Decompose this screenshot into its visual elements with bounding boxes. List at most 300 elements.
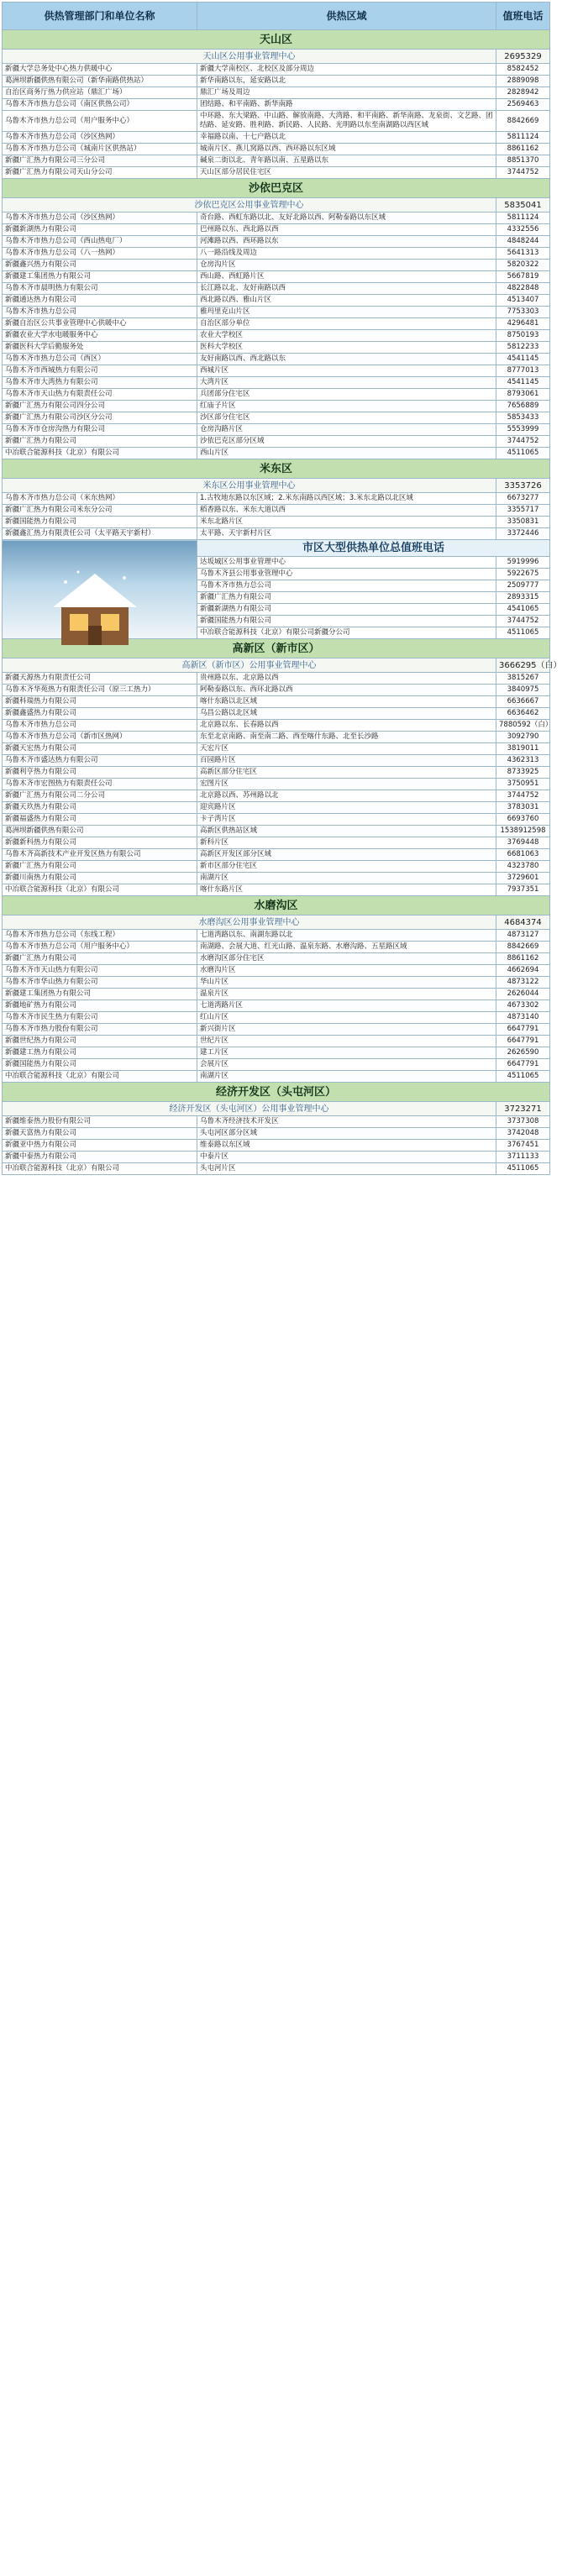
duty-phone: 3711133 <box>496 1152 550 1163</box>
heating-area: 新科片区 <box>197 837 496 849</box>
duty-phone: 3744752 <box>496 436 550 448</box>
duty-phone: 3767451 <box>496 1140 550 1152</box>
duty-phone: 5553999 <box>496 424 550 436</box>
org-name: 乌鲁木齐市热力总公司 <box>3 720 197 732</box>
bb-g2-3: 新疆国能热力有限公司 <box>197 616 496 627</box>
table-row <box>3 861 550 873</box>
duty-phone: 3750951 <box>496 779 550 790</box>
table-row <box>3 849 550 861</box>
table-row <box>3 720 550 732</box>
heating-area: 天宏片区 <box>197 743 496 755</box>
org-name: 葛洲坝新疆供热有限公司 <box>3 826 197 837</box>
heating-area: 中泰片区 <box>197 1152 496 1163</box>
duty-phone: 3815267 <box>496 673 550 685</box>
duty-phone: 8861162 <box>496 144 550 155</box>
duty-phone: 6636462 <box>496 708 550 720</box>
duty-phone: 8842669 <box>496 111 550 132</box>
table-row <box>3 64 550 76</box>
org-name: 新疆新湖热力有限公司 <box>3 224 197 236</box>
org-name: 乌鲁木齐市热力总公司（用户服务中心） <box>3 942 197 953</box>
heating-area: 长江路以北、友好南路以西 <box>197 283 496 295</box>
center-tel: 3723271 <box>496 1102 550 1116</box>
org-name: 新疆广汇热力有限公司沙区分公司 <box>3 412 197 424</box>
table-row <box>3 493 550 505</box>
table-row <box>3 377 550 389</box>
table-row <box>3 873 550 884</box>
org-name: 新疆天源热力有限责任公司 <box>3 673 197 685</box>
heating-area: 高新区开发区部分区域 <box>197 849 496 861</box>
org-name: 新疆天玖热力有限公司 <box>3 802 197 814</box>
heating-area: 医科大学校区 <box>197 342 496 354</box>
heating-area: 高新区供热站区域 <box>197 826 496 837</box>
bb-g2-0: 乌鲁木齐市热力总公司 <box>197 580 496 592</box>
org-name: 新疆广汇热力有限公司 <box>3 861 197 873</box>
org-name: 中冶联合能源科技（北京）有限公司 <box>3 1163 197 1175</box>
org-name: 乌鲁木齐市天山热力有限责任公司 <box>3 389 197 401</box>
district-header <box>3 459 550 479</box>
heating-area: 新兴街片区 <box>197 1024 496 1036</box>
heating-area: 北京路以东、长春路以西 <box>197 720 496 732</box>
duty-phone: 5641313 <box>496 248 550 260</box>
heating-area: 西北路以西、雅山片区 <box>197 295 496 307</box>
duty-phone: 2828942 <box>496 87 550 99</box>
duty-phone: 4541145 <box>496 377 550 389</box>
table-row <box>3 965 550 977</box>
heating-area: 水磨沟片区 <box>197 965 496 977</box>
winter-house-illustration <box>3 540 197 639</box>
duty-phone: 5811124 <box>496 212 550 224</box>
center-name: 米东区公用事业管理中心 <box>3 479 496 493</box>
table-row <box>3 779 550 790</box>
duty-phone: 2889098 <box>496 76 550 87</box>
duty-phone: 3744752 <box>496 790 550 802</box>
heating-area: 稻香路以东、米东大道以西 <box>197 505 496 517</box>
table-body-part1 <box>3 30 550 540</box>
heating-area: 南湖片区 <box>197 873 496 884</box>
heating-area: 东至北京南路、南至南二路、西至喀什东路、北至长沙路 <box>197 732 496 743</box>
duty-phone: 4511065 <box>496 1163 550 1175</box>
duty-phone: 6647791 <box>496 1036 550 1047</box>
duty-phone: 2626044 <box>496 989 550 1000</box>
center-name: 经济开发区（头屯河区）公用事业管理中心 <box>3 1102 496 1116</box>
district-header <box>3 179 550 198</box>
heating-area: 西山路、西虹路片区 <box>197 271 496 283</box>
duty-phone: 7753303 <box>496 307 550 318</box>
bb-g1-0: 达坂城区公用事业管理中心 <box>197 557 496 569</box>
heating-area: 卡子湾片区 <box>197 814 496 826</box>
table-row <box>3 837 550 849</box>
management-center-row <box>3 1102 550 1116</box>
table-row <box>3 802 550 814</box>
heating-area: 北京路以西、苏州路以北 <box>197 790 496 802</box>
org-name: 乌鲁木齐市天山热力有限公司 <box>3 965 197 977</box>
table-row <box>3 271 550 283</box>
duty-phone: 7656889 <box>496 401 550 412</box>
org-name: 新疆广汇热力有限公司 <box>3 436 197 448</box>
org-name: 乌鲁木齐华苑热力有限责任公司（原三工热力） <box>3 685 197 696</box>
org-name: 新疆利亨热力有限公司 <box>3 767 197 779</box>
table-row <box>3 1036 550 1047</box>
table-row <box>3 436 550 448</box>
table-row <box>3 412 550 424</box>
table-row <box>3 1000 550 1012</box>
table-row <box>3 318 550 330</box>
district-name: 天山区 <box>3 30 550 50</box>
center-tel: 3666295（白） <box>496 658 550 673</box>
bb-g2-2: 新疆新湖热力有限公司 <box>197 604 496 616</box>
duty-phone: 4296481 <box>496 318 550 330</box>
duty-phone: 3729601 <box>496 873 550 884</box>
org-name: 新疆地矿热力有限公司 <box>3 1000 197 1012</box>
table-row <box>3 248 550 260</box>
heating-area: 中环路、东大梁路、中山路、解放南路、大湾路、和平南路、新华南路、龙泉街、文艺路、团结路、延安路、胜利路、新民路、人民路、光明路以东至南湖路以西区域 <box>197 111 496 132</box>
heating-area: 迎宾路片区 <box>197 802 496 814</box>
duty-phone: 8793061 <box>496 389 550 401</box>
table-row <box>3 732 550 743</box>
heating-area: 喀什东路片区 <box>197 884 496 896</box>
table-row <box>3 673 550 685</box>
table-row <box>3 1047 550 1059</box>
table-row <box>3 1012 550 1024</box>
heating-area: 雅玛里克山片区 <box>197 307 496 318</box>
org-name: 乌鲁木齐市热力总公司（八一热网） <box>3 248 197 260</box>
table-row <box>3 295 550 307</box>
org-name: 新疆通达热力有限公司 <box>3 295 197 307</box>
table-row <box>3 989 550 1000</box>
big-block-title: 市区大型供热单位总值班电话 <box>197 540 550 557</box>
heating-area: 会展片区 <box>197 1059 496 1071</box>
org-name: 新疆建工集团热力有限公司 <box>3 271 197 283</box>
table-row <box>3 708 550 720</box>
heating-area: 华山片区 <box>197 977 496 989</box>
table-row <box>3 685 550 696</box>
management-center-row <box>3 916 550 930</box>
table-row <box>3 790 550 802</box>
table-row <box>3 236 550 248</box>
district-name: 水磨沟区 <box>3 896 550 916</box>
org-name: 乌鲁木齐市热力总公司（用户服务中心） <box>3 111 197 132</box>
district-name: 经济开发区（头屯河区） <box>3 1083 550 1102</box>
duty-phone: 8842669 <box>496 942 550 953</box>
heating-area: 百园路片区 <box>197 755 496 767</box>
table-row <box>3 1071 550 1083</box>
org-name: 乌鲁木齐市热力总公司（新市区热网） <box>3 732 197 743</box>
duty-phone: 6693760 <box>496 814 550 826</box>
duty-phone: 1538912598 <box>496 826 550 837</box>
heating-area: 大湾片区 <box>197 377 496 389</box>
table-row <box>3 283 550 295</box>
org-name: 新疆大学总务处中心热力供暖中心 <box>3 64 197 76</box>
org-name: 乌鲁木齐市热力总公司（东线工程） <box>3 930 197 942</box>
heating-area: 建工片区 <box>197 1047 496 1059</box>
heating-area: 七道湾路以东、南湖东路以北 <box>197 930 496 942</box>
duty-phone: 4822848 <box>496 283 550 295</box>
table-row <box>3 144 550 155</box>
district-header <box>3 1083 550 1102</box>
duty-phone: 4541145 <box>496 354 550 365</box>
district-name: 沙依巴克区 <box>3 179 550 198</box>
heating-area: 沙区部分住宅区 <box>197 412 496 424</box>
org-name: 新疆建工集团热力有限公司 <box>3 989 197 1000</box>
duty-phone: 4511065 <box>496 448 550 459</box>
district-name: 高新区（新市区） <box>3 639 550 658</box>
table-row <box>3 167 550 179</box>
table-row <box>3 977 550 989</box>
table-row <box>3 389 550 401</box>
heating-area: 城南片区、燕儿窝路以西、西环路以东区域 <box>197 144 496 155</box>
heating-area: 维泰路以东区域 <box>197 1140 496 1152</box>
table-row <box>3 1059 550 1071</box>
org-name: 新疆新科热力有限公司 <box>3 837 197 849</box>
org-name: 新疆广汇热力有限公司二分公司 <box>3 790 197 802</box>
table-body-part2 <box>3 639 562 1175</box>
org-name: 乌鲁木齐市宏图热力有限责任公司 <box>3 779 197 790</box>
duty-phone: 3783031 <box>496 802 550 814</box>
duty-phone: 4873140 <box>496 1012 550 1024</box>
heating-area: 头屯河片区 <box>197 1163 496 1175</box>
org-name: 乌鲁木齐市热力总公司（南区供热公司） <box>3 99 197 111</box>
heating-area: 幸福路以南、十七户路以北 <box>197 132 496 144</box>
org-name: 新疆科瑞热力有限公司 <box>3 696 197 708</box>
center-tel: 4684374 <box>496 916 550 930</box>
management-center-row <box>3 479 550 493</box>
heating-area: 喀什东路以北区域 <box>197 696 496 708</box>
heating-area: 1.古牧地东路以东区域；2.米东南路以西区域；3.米东北路以北区域 <box>197 493 496 505</box>
duty-phone: 3840975 <box>496 685 550 696</box>
heating-table <box>2 2 562 1175</box>
heating-area: 沙依巴克区部分区域 <box>197 436 496 448</box>
table-row <box>3 224 550 236</box>
duty-phone: 3092790 <box>496 732 550 743</box>
duty-phone: 6681063 <box>496 849 550 861</box>
org-name: 乌鲁木齐市热力总公司 <box>3 307 197 318</box>
management-center-row <box>3 198 550 212</box>
table-row <box>3 505 550 517</box>
center-tel: 2695329 <box>496 50 550 64</box>
org-name: 新疆农业大学水电暖服务中心 <box>3 330 197 342</box>
heating-area: 世纪片区 <box>197 1036 496 1047</box>
heating-area: 南湖路、会展大道、红光山路、温泉东路、水磨沟路、五星路区域 <box>197 942 496 953</box>
org-name: 乌鲁木齐市西城热力有限公司 <box>3 365 197 377</box>
org-name: 乌鲁木齐市热力总公司（西区） <box>3 354 197 365</box>
table-row <box>3 528 550 540</box>
management-center-row <box>3 50 550 64</box>
district-name: 米东区 <box>3 459 550 479</box>
duty-phone: 4323780 <box>496 861 550 873</box>
management-center-row <box>3 658 550 673</box>
table-row <box>3 76 550 87</box>
center-tel: 3353726 <box>496 479 550 493</box>
heating-area: 自治区部分单位 <box>197 318 496 330</box>
heating-area: 温泉片区 <box>197 989 496 1000</box>
duty-phone: 8777013 <box>496 365 550 377</box>
org-name: 中冶联合能源科技（北京）有限公司 <box>3 448 197 459</box>
duty-phone: 4848244 <box>496 236 550 248</box>
district-header <box>3 30 550 50</box>
heating-area: 宏图片区 <box>197 779 496 790</box>
duty-phone: 4511065 <box>496 1071 550 1083</box>
org-name: 新疆亚中热力有限公司 <box>3 1140 197 1152</box>
table-row <box>3 354 550 365</box>
heating-area: 天山区部分居民住宅区 <box>197 167 496 179</box>
org-name: 乌鲁木齐市热力总公司（城南片区供热站） <box>3 144 197 155</box>
duty-phone: 4873127 <box>496 930 550 942</box>
duty-phone: 4662694 <box>496 965 550 977</box>
heating-area: 新疆大学南校区、北校区及部分周边 <box>197 64 496 76</box>
heating-area: 奇台路、西虹东路以北、友好北路以西、阿勒泰路以东区域 <box>197 212 496 224</box>
duty-phone: 3744752 <box>496 167 550 179</box>
duty-phone: 4873122 <box>496 977 550 989</box>
center-name: 高新区（新市区）公用事业管理中心 <box>3 658 496 673</box>
duty-phone: 6636667 <box>496 696 550 708</box>
duty-phone: 8851370 <box>496 155 550 167</box>
snow-house-icon <box>49 565 141 649</box>
org-name: 乌鲁木齐市民生热力有限公司 <box>3 1012 197 1024</box>
duty-phone: 4332556 <box>496 224 550 236</box>
duty-phone: 5820322 <box>496 260 550 271</box>
table-row <box>3 448 550 459</box>
duty-phone: 3737308 <box>496 1116 550 1128</box>
duty-phone: 3355717 <box>496 505 550 517</box>
big-block: 市区大型供热单位总值班电话 达坂城区公用事业管理中心 5919996 乌鲁木齐县公用事业管理中心 5922675 乌鲁木齐市热力总公司 2509777 新疆广汇热力有限公司 2893315 新疆新湖热力有限公司 4541065 新疆国能热力有限公司 3744752 中冶联合能源科技（北京）有限公司新疆分公司 4511065 <box>3 540 550 639</box>
org-name: 新疆广汇热力有限公司米东分公司 <box>3 505 197 517</box>
heating-area: 米东北路片区 <box>197 517 496 528</box>
duty-phone: 4513407 <box>496 295 550 307</box>
org-name: 乌鲁木齐市热力总公司（米东热网） <box>3 493 197 505</box>
org-name: 乌鲁木齐市热力总公司（西山热电厂） <box>3 236 197 248</box>
table-row <box>3 1152 550 1163</box>
heating-area: 西城片区 <box>197 365 496 377</box>
table-row <box>3 260 550 271</box>
org-name: 新疆国能热力有限公司 <box>3 517 197 528</box>
org-name: 新疆中泰热力有限公司 <box>3 1152 197 1163</box>
heating-area: 南湖片区 <box>197 1071 496 1083</box>
org-name: 乌鲁木齐市热力总公司（沙区热网） <box>3 212 197 224</box>
heating-area: 新市区部分住宅区 <box>197 861 496 873</box>
heating-area: 碱泉二街以北、青年路以南、五星路以东 <box>197 155 496 167</box>
duty-phone: 5811124 <box>496 132 550 144</box>
table-row <box>3 930 550 942</box>
org-name: 新疆自治区公共事业管理中心供暖中心 <box>3 318 197 330</box>
header-area: 供热区域 <box>197 3 496 30</box>
table-row <box>3 87 550 99</box>
org-name: 自治区商务厅热力供应站（鼎汇广场） <box>3 87 197 99</box>
duty-phone: 7880592（白） <box>496 720 550 732</box>
org-name: 葛洲坝新疆供热有限公司（新华南路供热站） <box>3 76 197 87</box>
heating-area: 兵团部分住宅区 <box>197 389 496 401</box>
duty-phone: 6647791 <box>496 1059 550 1071</box>
org-name: 新疆鑫盛热力有限公司 <box>3 708 197 720</box>
heating-area: 西山片区 <box>197 448 496 459</box>
table-row <box>3 111 550 132</box>
duty-phone: 4673302 <box>496 1000 550 1012</box>
duty-phone: 3372446 <box>496 528 550 540</box>
center-name: 沙依巴克区公用事业管理中心 <box>3 198 496 212</box>
duty-phone: 3350831 <box>496 517 550 528</box>
heating-area: 新华南路以东，延安路以北 <box>197 76 496 87</box>
duty-phone: 8582452 <box>496 64 550 76</box>
org-name: 新疆医科大学后勤服务处 <box>3 342 197 354</box>
table-row <box>3 1163 550 1175</box>
heating-area: 团结路、和平南路、新华南路 <box>197 99 496 111</box>
heating-area: 水磨沟区部分住宅区 <box>197 953 496 965</box>
heating-area: 八一路沿线及周边 <box>197 248 496 260</box>
table-row <box>3 755 550 767</box>
heating-area: 农业大学校区 <box>197 330 496 342</box>
org-name: 新疆鑫汇热力有限责任公司（太平路天宇新村） <box>3 528 197 540</box>
duty-phone: 5853433 <box>496 412 550 424</box>
heating-area: 贵州路以东、北京路以西 <box>197 673 496 685</box>
table-row <box>3 743 550 755</box>
org-name: 新疆福盛热力有限公司 <box>3 814 197 826</box>
table-row <box>3 401 550 412</box>
org-name: 乌鲁木齐市热力总公司（沙区热网） <box>3 132 197 144</box>
org-name: 新疆广汇热力有限公司天山分公司 <box>3 167 197 179</box>
org-name: 新疆维泰热力股份有限公司 <box>3 1116 197 1128</box>
heating-area: 仓房沟路片区 <box>197 424 496 436</box>
table-header <box>3 3 550 30</box>
duty-phone: 2569463 <box>496 99 550 111</box>
duty-phone: 8733925 <box>496 767 550 779</box>
duty-phone: 8861162 <box>496 953 550 965</box>
duty-phone: 4362313 <box>496 755 550 767</box>
table-row <box>3 814 550 826</box>
org-name: 乌鲁木齐市热力股份有限公司 <box>3 1024 197 1036</box>
duty-phone: 3769448 <box>496 837 550 849</box>
duty-phone: 8750193 <box>496 330 550 342</box>
table-row <box>3 953 550 965</box>
heating-area: 乌昌公路以北区域 <box>197 708 496 720</box>
heating-area: 高新区部分住宅区 <box>197 767 496 779</box>
org-name: 新疆天富热力有限公司 <box>3 1128 197 1140</box>
org-name: 乌鲁木齐市仓房沟热力有限公司 <box>3 424 197 436</box>
org-name: 乌鲁木齐市大湾热力有限公司 <box>3 377 197 389</box>
org-name: 新疆鑫兴热力有限公司 <box>3 260 197 271</box>
duty-phone: 3819011 <box>496 743 550 755</box>
org-name: 乌鲁木齐市盛达热力有限公司 <box>3 755 197 767</box>
heating-area: 乌鲁木齐经济技术开发区 <box>197 1116 496 1128</box>
heating-area: 红庙子片区 <box>197 401 496 412</box>
table-row <box>3 767 550 779</box>
center-tel: 5835041 <box>496 198 550 212</box>
duty-phone: 6647791 <box>496 1024 550 1036</box>
org-name: 新疆广汇热力有限公司 <box>3 953 197 965</box>
org-name: 新疆广汇热力有限公司三分公司 <box>3 155 197 167</box>
center-name: 水磨沟区公用事业管理中心 <box>3 916 496 930</box>
table-row <box>3 1140 550 1152</box>
header-org: 供热管理部门和单位名称 <box>3 3 197 30</box>
table-row <box>3 826 550 837</box>
heating-area: 河滩路以西、西环路以东 <box>197 236 496 248</box>
table-row <box>3 330 550 342</box>
district-header <box>3 896 550 916</box>
duty-phone: 7937351 <box>496 884 550 896</box>
heating-area: 友好南路以西、西北路以东 <box>197 354 496 365</box>
org-name: 乌鲁木齐高新技术产业开发区热力有限公司 <box>3 849 197 861</box>
heating-directory <box>2 2 562 1175</box>
bb-g2-4: 中冶联合能源科技（北京）有限公司新疆分公司 <box>197 627 496 639</box>
table-row <box>3 132 550 144</box>
duty-phone: 5667819 <box>496 271 550 283</box>
org-name: 中冶联合能源科技（北京）有限公司 <box>3 1071 197 1083</box>
duty-phone: 5812233 <box>496 342 550 354</box>
org-name: 乌鲁木齐市晨明热力有限公司 <box>3 283 197 295</box>
bb-g2-1: 新疆广汇热力有限公司 <box>197 592 496 604</box>
org-name: 中冶联合能源科技（北京）有限公司 <box>3 884 197 896</box>
org-name: 新疆天宏热力有限公司 <box>3 743 197 755</box>
org-name: 新疆川南热力有限公司 <box>3 873 197 884</box>
table-row <box>3 1128 550 1140</box>
